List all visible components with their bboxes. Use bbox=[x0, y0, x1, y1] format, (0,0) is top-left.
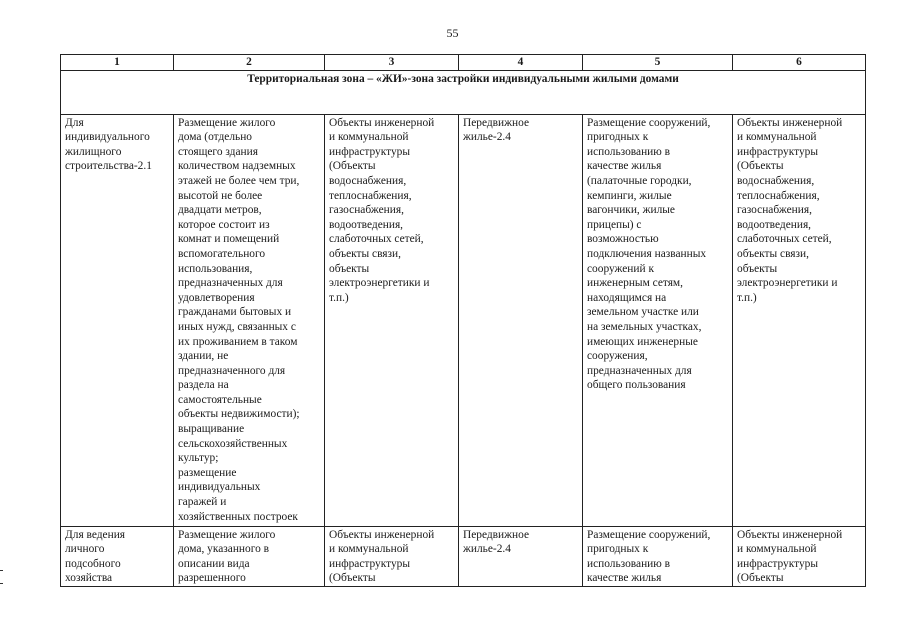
table-row bbox=[61, 526, 866, 586]
column-number-row bbox=[61, 55, 866, 71]
table-cell: Размещение сооружений, пригодных к использованию в качестве жилья (палаточные городки, кемпинги, жилые вагончики, жилые прицепы) с возможностью подключения названных сооружений к инженерным сетям, находящимся на земельном участке или на земельных участках, имеющих инженерные сооружения, предназначенных для общего пользования bbox=[583, 114, 733, 526]
table-cell: Размещение жилого дома (отдельно стоящего здания количеством надземных этажей не более чем три, высотой не более двадцати метров, которое состоит из комнат и помещений вспомогательного использования, предназначенных для удовлетворения гражданами бытовых и иных нужд, связанных с их проживанием в таком здании, не предназначенного для раздела на самостоятельные объекты недвижимости); выращивание сельскохозяйственных культур; размещение индивидуальных гаражей и хозяйственных построек bbox=[174, 114, 325, 526]
table-cell: Объекты инженерной и коммунальной инфраструктуры (Объекты водоснабжения, теплоснабжения, газоснабжения, водоотведения, слаботочных сетей, объекты связи, объекты электроэнергетики и т.п.) bbox=[733, 114, 866, 526]
table-cell: Объекты инженерной и коммунальной инфраструктуры (Объекты bbox=[325, 526, 459, 586]
column-header-2: 2 bbox=[174, 55, 325, 71]
column-header-4: 4 bbox=[459, 55, 583, 71]
table-cell: Передвижное жилье-2.4 bbox=[459, 114, 583, 526]
scan-edge-mark bbox=[0, 570, 3, 584]
table-cell: Для индивидуального жилищного строительства-2.1 bbox=[61, 114, 174, 526]
table-cell: Объекты инженерной и коммунальной инфраструктуры (Объекты водоснабжения, теплоснабжения, газоснабжения, водоотведения, слаботочных сетей, объекты связи, объекты электроэнергетики и т.п.) bbox=[325, 114, 459, 526]
zone-title-row bbox=[61, 70, 866, 114]
table-cell: Передвижное жилье-2.4 bbox=[459, 526, 583, 586]
column-header-1: 1 bbox=[61, 55, 174, 71]
column-header-5: 5 bbox=[583, 55, 733, 71]
page-number: 55 bbox=[446, 26, 459, 40]
table-cell: Объекты инженерной и коммунальной инфраструктуры (Объекты bbox=[733, 526, 866, 586]
column-header-3: 3 bbox=[325, 55, 459, 71]
land-use-table bbox=[60, 54, 866, 587]
table-row bbox=[61, 114, 866, 526]
table-cell: Для ведения личного подсобного хозяйства bbox=[61, 526, 174, 586]
table-cell: Размещение жилого дома, указанного в описании вида разрешенного bbox=[174, 526, 325, 586]
table-cell: Размещение сооружений, пригодных к использованию в качестве жилья bbox=[583, 526, 733, 586]
zone-title: Территориальная зона – «ЖИ»-зона застройки индивидуальными жилыми домами bbox=[61, 70, 866, 114]
column-header-6: 6 bbox=[733, 55, 866, 71]
